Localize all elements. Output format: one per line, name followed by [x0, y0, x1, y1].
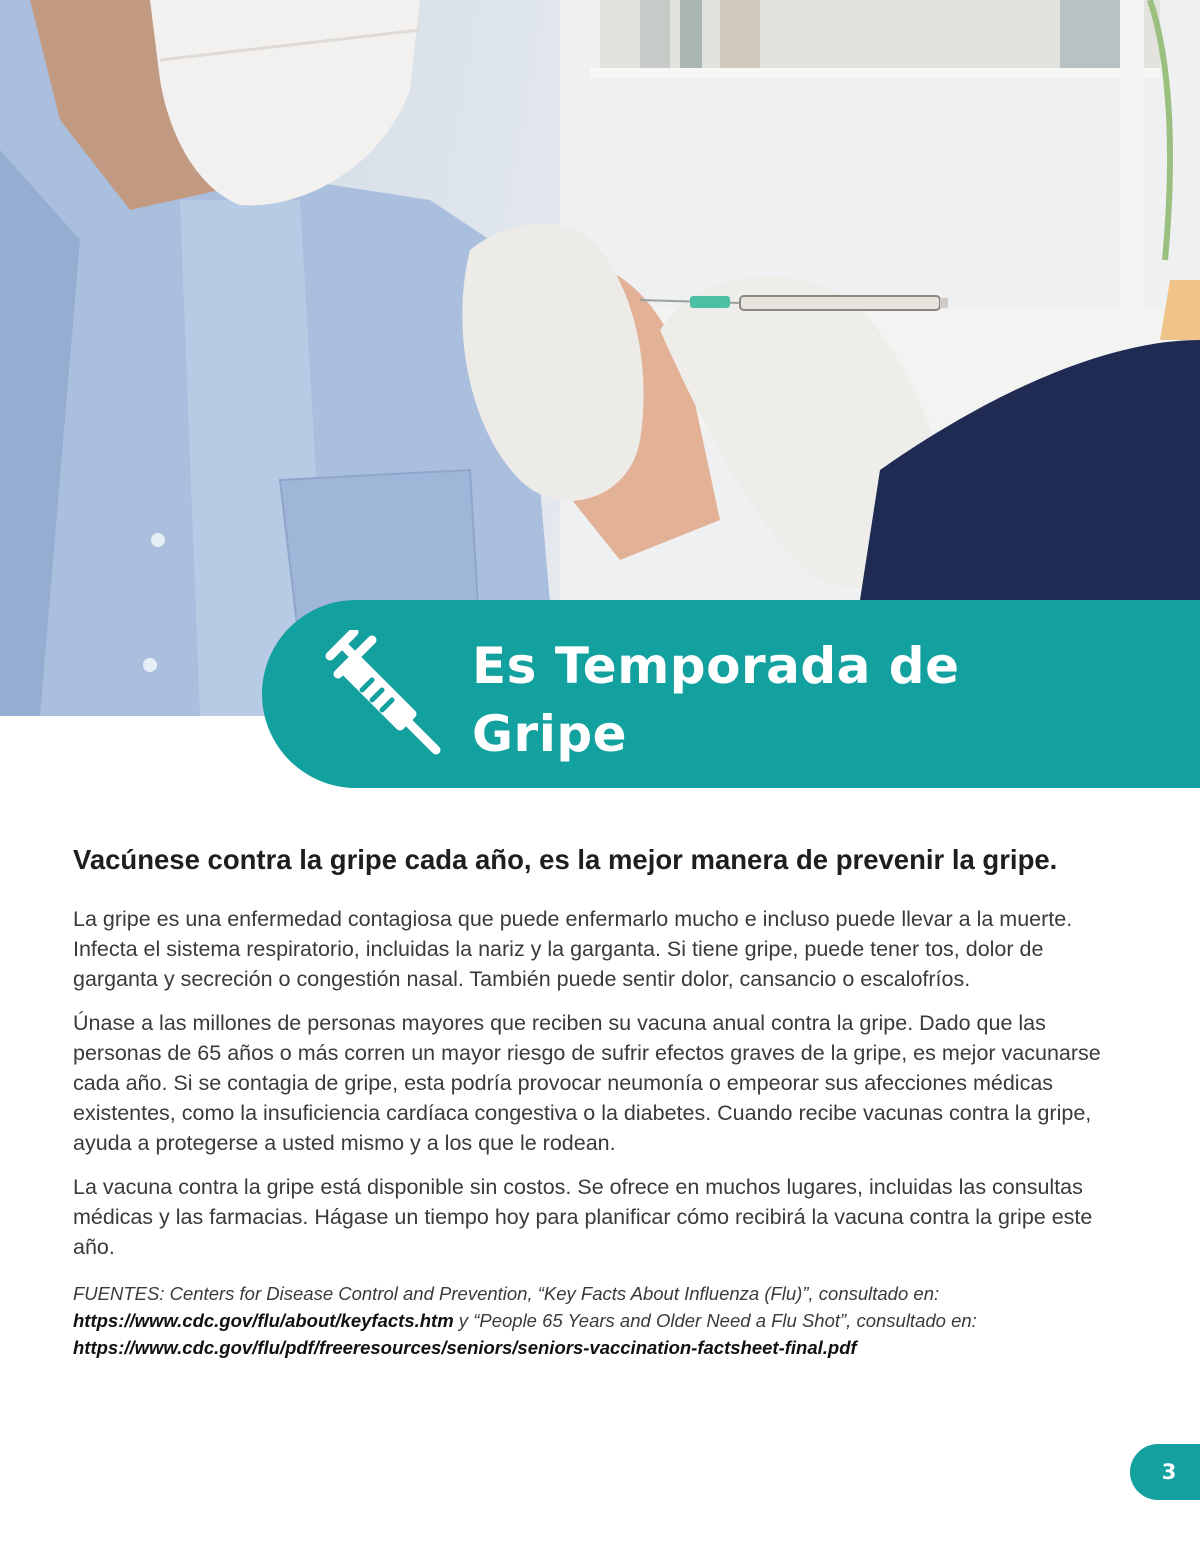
page-title	[472, 632, 1112, 768]
sources-middle: y “People 65 Years and Older Need a Flu Shot”, consultado en:	[453, 1310, 977, 1331]
title-line-2: Gripe	[472, 705, 628, 763]
paragraph-2: Únase a las millones de personas mayores que reciben su vacuna anual contra la gripe. Dado que las personas de 65 años o más corren un mayor riesgo de sufrir efectos graves de la gripe, es mejor vacunarse cada año. Si se contagia de gripe, esta podría provocar neumonía o empeorar sus afecciones médicas existentes, como la insuficiencia cardíaca congestiva o la diabetes. Cuando recibe vacunas contra la gripe, ayuda a protegerse a usted mismo y a los que le rodean.	[73, 1011, 1101, 1155]
source-link-keyfacts[interactable]: https://www.cdc.gov/flu/about/keyfacts.htm	[73, 1310, 454, 1331]
sources-prefix: FUENTES: Centers for Disease Control and Prevention, “Key Facts About Influenza (Flu)”, consultado en:	[73, 1283, 940, 1304]
title-banner	[262, 600, 1200, 788]
syringe-icon	[320, 630, 450, 760]
page-number: 3	[1130, 1444, 1200, 1500]
section-heading: Vacúnese contra la gripe cada año, es la mejor manera de prevenir la gripe.	[73, 844, 1058, 875]
article-body	[73, 840, 1133, 1361]
paragraph-1: La gripe es una enfermedad contagiosa que puede enfermarlo mucho e incluso puede llevar a la muerte. Infecta el sistema respiratorio, incluidas la nariz y la garganta. Si tiene gripe, puede tener tos, dolor de garganta y secreción o congestión nasal. También puede sentir dolor, cansancio o escalofríos.	[73, 907, 1073, 991]
source-link-factsheet[interactable]: https://www.cdc.gov/flu/pdf/freeresources/seniors/seniors-vaccination-factsheet-final.pdf	[73, 1337, 857, 1358]
title-line-1: Es Temporada de	[472, 637, 960, 695]
sources-citation	[73, 1280, 1133, 1361]
paragraph-3: La vacuna contra la gripe está disponible sin costos. Se ofrece en muchos lugares, incluidas las consultas médicas y las farmacias. Hágase un tiempo hoy para planificar cómo recibirá la vacuna contra la gripe este año.	[73, 1175, 1093, 1259]
